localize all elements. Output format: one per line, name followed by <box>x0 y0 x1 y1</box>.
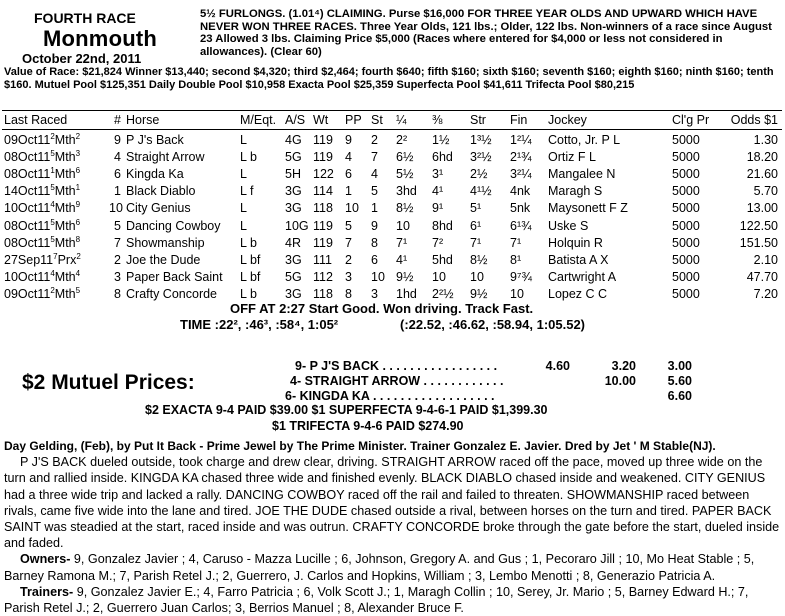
three-eighths-call: 5hd <box>432 252 453 267</box>
race-conditions: 5½ FURLONGS. (1.01⁴) CLAIMING. Purse $16,000 FOR THREE YEAR OLDS AND UPWARD WHICH HAVE NEVER WON THREE RACES. Three Year Olds, 121 lbs.; Older, 122 lbs. Non-winners of a race since August 23 Allowed 3 lbs. Claiming Price $5,000 (Races where entered for $4,000 or less not considered in allowances). (Clear 60) <box>200 8 772 58</box>
jockey: Holquin R <box>548 235 603 250</box>
med-equip: L f <box>240 184 254 199</box>
race-date: October 22nd, 2011 <box>22 51 142 66</box>
table-row <box>0 219 785 236</box>
program-number: 8 <box>114 286 121 301</box>
weight: 119 <box>313 218 333 233</box>
jockey: Batista A X <box>548 252 609 267</box>
post-position: 10 <box>345 201 359 216</box>
race-comments <box>4 438 782 616</box>
quarter-call: 7¹ <box>396 235 408 250</box>
owners-list: 9, Gonzalez Javier ; 4, Caruso - Mazza Lucille ; 6, Johnson, Gregory A. and Gus ; 1, Pecoraro Jill ; 10, Mo Heat Stable ; 5, Barney Ramona M.; 7, Parish Retel J.; 2, Guerrero, J. Carlos and Hopkins, William ; 3, Lembo Menotti ; 8, Generazio Patricia A. <box>4 552 755 583</box>
column-header-last-raced: Last Raced <box>4 113 68 127</box>
stretch-call: 4¹½ <box>470 184 492 199</box>
start: 2 <box>371 133 378 147</box>
program-number: 7 <box>114 235 121 250</box>
weight: 122 <box>313 167 334 182</box>
table-row <box>0 236 785 253</box>
column-header-three-eighths-call: ⅜ <box>432 113 443 127</box>
header-bottom-rule <box>2 129 782 130</box>
race-value-and-pools: Value of Race: $21,824 Winner $13,440; second $4,320; third $2,464; fourth $640; fifth $160; sixth $160; seventh $160; eighth $160; ninth $160; tenth $160. Mutuel Pool $125,351 Daily Double Pool $10,958 Exacta Pool $25,359 Superfecta Pool $41,611 Trifecta Pool $80,215 <box>4 66 774 91</box>
column-header-jockey: Jockey <box>548 113 587 127</box>
column-header-weight: Wt <box>313 113 329 127</box>
last-raced: $08Oct11^1Mth^6$ <box>4 166 81 182</box>
column-header-program-number: # <box>114 113 121 127</box>
mutuel-horse: 6- KINGDA KA . . . . . . . . . . . . . . . . . . <box>285 389 495 404</box>
column-header-claiming-price: Cl'g Pr <box>672 113 710 127</box>
three-eighths-call: 6hd <box>432 150 453 165</box>
stretch-call: 9½ <box>470 286 488 301</box>
finish: 2¹¾ <box>510 150 532 165</box>
header-top-rule <box>2 110 782 111</box>
three-eighths-call: 1½ <box>432 133 450 147</box>
three-eighths-call: 10 <box>432 269 446 284</box>
column-header-quarter-call: ¼ <box>396 113 407 127</box>
med-equip: L <box>240 218 247 233</box>
claiming-price: 5000 <box>672 184 700 199</box>
weight: 119 <box>313 235 333 250</box>
mutuel-place: 10.00 <box>604 374 636 389</box>
age-sex: 4R <box>285 235 301 250</box>
table-row <box>0 150 785 167</box>
mutuel-place: 3.20 <box>611 359 636 373</box>
med-equip: L bf <box>240 269 261 284</box>
post-position: 6 <box>345 167 352 182</box>
quarter-call: 5½ <box>396 167 414 182</box>
mutuel-horse: 4- STRAIGHT ARROW . . . . . . . . . . . . <box>290 374 504 389</box>
finish: 5nk <box>510 201 531 216</box>
program-number: 1 <box>114 184 121 199</box>
post-position: 4 <box>345 150 352 165</box>
start: 5 <box>371 184 378 199</box>
last-raced: $14Oct11^5Mth^1$ <box>4 183 81 199</box>
trainers-list: 9, Gonzalez Javier E.; 4, Farro Patricia ; 6, Volk Scott J.; 1, Maragh Collin ; 10, Serey, Jr. Mario ; 5, Barney Edward H.; 7, Parish Retel J.; 2, Guerrero Juan Carlos; 3, Berrios Manuel ; 8, Alexander Bruce F. <box>4 584 749 616</box>
column-header-post-position: PP <box>345 113 362 127</box>
quarter-call: 6½ <box>396 150 414 165</box>
horse-name: Showmanship <box>126 235 205 250</box>
exacta-superfecta-payoffs: $2 EXACTA 9-4 PAID $39.00 $1 SUPERFECTA 9-4-6-1 PAID $1,399.30 <box>145 403 548 417</box>
program-number: 4 <box>114 150 121 165</box>
quarter-call: 8½ <box>396 201 414 216</box>
breeding-line: Day Gelding, (Feb), by Put It Back - Prime Jewel by The Prime Minister. Trainer Gonzalez E. Javier. Dred by Jet ' M Stable(NJ). <box>4 439 716 453</box>
med-equip: L <box>240 201 247 216</box>
three-eighths-call: 7² <box>432 235 444 250</box>
quarter-call: 9½ <box>396 269 414 284</box>
age-sex: 10G <box>285 218 309 233</box>
column-header-stretch-call: Str <box>470 113 486 127</box>
med-equip: L <box>240 167 247 182</box>
mutuel-horse: 9- P J'S BACK . . . . . . . . . . . . . . . . . <box>295 359 498 373</box>
last-raced: $08Oct11^5Mth^6$ <box>4 217 81 233</box>
jockey: Maragh S <box>548 184 603 199</box>
age-sex: 3G <box>285 201 302 216</box>
weight: 112 <box>313 269 333 284</box>
med-equip: L b <box>240 150 257 165</box>
claiming-price: 5000 <box>672 218 700 233</box>
age-sex: 5G <box>285 150 302 165</box>
odds: 122.50 <box>739 218 778 233</box>
claiming-price: 5000 <box>672 252 700 267</box>
three-eighths-call: 8hd <box>432 218 453 233</box>
horse-name: Dancing Cowboy <box>126 218 221 233</box>
post-position: 8 <box>345 286 352 301</box>
horse-name: Kingda Ka <box>126 167 184 182</box>
column-header-odds: Odds $1 <box>730 113 778 127</box>
post-position: 5 <box>345 218 352 233</box>
claiming-price: 5000 <box>672 235 700 250</box>
last-raced: $09Oct11^2Mth^2$ <box>4 131 81 147</box>
off-at-line: OFF AT 2:27 Start Good. Won driving. Track Fast. <box>230 301 534 316</box>
stretch-call: 8½ <box>470 252 488 267</box>
age-sex: 3G <box>285 252 302 267</box>
post-position: 9 <box>345 133 352 147</box>
horse-name: Joe the Dude <box>126 252 201 267</box>
program-number: 10 <box>109 201 123 216</box>
claiming-price: 5000 <box>672 269 700 284</box>
decimal-times: (:22.52, :46.62, :58.94, 1:05.52) <box>400 317 586 332</box>
owners-paragraph <box>4 551 782 583</box>
odds: 7.20 <box>753 286 778 301</box>
med-equip: L <box>240 133 247 147</box>
finish: 7¹ <box>510 235 522 250</box>
weight: 119 <box>313 150 333 165</box>
start: 9 <box>371 218 378 233</box>
three-eighths-call: 3¹ <box>432 167 444 182</box>
race-number: FOURTH RACE <box>34 10 136 26</box>
stretch-call: 7¹ <box>470 235 482 250</box>
horse-name: Crafty Concorde <box>126 286 218 301</box>
table-row <box>0 201 785 218</box>
age-sex: 4G <box>285 133 302 147</box>
finish: 6¹¾ <box>510 218 532 233</box>
program-number: 3 <box>114 269 121 284</box>
claiming-price: 5000 <box>672 150 700 165</box>
age-sex: 3G <box>285 286 302 301</box>
chart-comment: P J'S BACK dueled outside, took charge and drew clear, driving. STRAIGHT ARROW raced off the pace, moved up three wide on the turn and rallied inside. KINGDA KA chased three wide and finished evenly. BLACK DIABLO chased inside and weakened. CITY GENIUS had a three wide trip and lacked a rally. DANCING COWBOY raced off the rail and failed to threaten. SHOWMANSHIP raced between rivals, came five wide into the lane and tired. JOE THE DUDE chased outside a rival, between horses on the turn and tired. PAPER BACK SAINT was steadied at the start, raced inside and was outrun. CRAFTY CONCORDE broke through the gate before the start, dueled inside and faded. <box>4 455 780 551</box>
post-position: 7 <box>345 235 352 250</box>
post-position: 3 <box>345 269 352 284</box>
start: 6 <box>371 252 378 267</box>
quarter-call: 1hd <box>396 286 417 301</box>
claiming-price: 5000 <box>672 167 700 182</box>
trainers-paragraph <box>4 584 782 616</box>
stretch-call: 1³½ <box>470 133 492 147</box>
weight: 114 <box>313 184 333 199</box>
quarter-call: 3hd <box>396 184 417 199</box>
jockey: Lopez C C <box>548 286 608 301</box>
three-eighths-call: 4¹ <box>432 184 444 199</box>
program-number: 9 <box>114 133 121 147</box>
mutuel-show: 6.60 <box>667 389 692 404</box>
horse-name: Straight Arrow <box>126 150 205 165</box>
finish: 10 <box>510 286 524 301</box>
column-header-start: St <box>371 113 383 127</box>
finish: 1²¼ <box>510 133 532 147</box>
med-equip: L bf <box>240 252 261 267</box>
program-number: 5 <box>114 218 121 233</box>
finish: 9⁷¾ <box>510 269 532 284</box>
trainers-label: Trainers- <box>20 584 74 599</box>
finish: 8¹ <box>510 252 522 267</box>
track-name: Monmouth <box>43 26 158 51</box>
claiming-price: 5000 <box>672 286 700 301</box>
start: 10 <box>371 269 385 284</box>
weight: 111 <box>313 252 333 267</box>
weight: 119 <box>313 133 333 147</box>
jockey: Uske S <box>548 218 589 233</box>
finish: 4nk <box>510 184 531 199</box>
odds: 5.70 <box>753 184 778 199</box>
weight: 118 <box>313 201 333 216</box>
program-number: 6 <box>114 167 121 182</box>
quarter-call: 2² <box>396 133 408 147</box>
stretch-call: 3²½ <box>470 150 492 165</box>
weight: 118 <box>313 286 333 301</box>
claiming-price: 5000 <box>672 201 700 216</box>
column-header-finish: Fin <box>510 113 528 127</box>
odds: 151.50 <box>739 235 778 250</box>
mutuel-show: 5.60 <box>667 374 692 389</box>
odds: 21.60 <box>746 167 778 182</box>
last-raced: $27Sep11^7Prx^2$ <box>4 251 81 267</box>
table-row <box>0 167 785 184</box>
finish: 3²¼ <box>510 167 532 182</box>
last-raced: $10Oct11^4Mth^4$ <box>4 268 81 284</box>
stretch-call: 2½ <box>470 167 488 182</box>
table-row <box>0 270 785 287</box>
last-raced: $10Oct11^4Mth^9$ <box>4 200 81 216</box>
quarter-call: 4¹ <box>396 252 408 267</box>
post-position: 1 <box>345 184 352 199</box>
program-number: 2 <box>114 252 121 267</box>
odds: 1.30 <box>753 133 778 147</box>
age-sex: 3G <box>285 184 302 199</box>
three-eighths-call: 2²½ <box>432 286 454 301</box>
odds: 2.10 <box>753 252 778 267</box>
table-row <box>0 133 785 150</box>
mutuel-prices-title: $2 Mutuel Prices: <box>22 371 195 394</box>
jockey: Cartwright A <box>548 269 617 284</box>
med-equip: L b <box>240 235 257 250</box>
age-sex: 5G <box>285 269 302 284</box>
stretch-call: 10 <box>470 269 484 284</box>
mutuel-show: 3.00 <box>667 359 692 373</box>
jockey: Maysonett F Z <box>548 201 628 216</box>
horse-name: Black Diablo <box>126 184 196 199</box>
last-raced: $09Oct11^2Mth^5$ <box>4 285 81 301</box>
fractional-times: TIME :22², :46³, :58⁴, 1:05² <box>180 317 339 332</box>
trifecta-payoff: $1 TRIFECTA 9-4-6 PAID $274.90 <box>272 419 464 433</box>
jockey: Mangalee N <box>548 167 616 182</box>
stretch-call: 6¹ <box>470 218 482 233</box>
table-row <box>0 253 785 270</box>
stretch-call: 5¹ <box>470 201 482 216</box>
odds: 47.70 <box>746 269 778 284</box>
horse-name: Paper Back Saint <box>126 269 223 284</box>
horse-name: P J's Back <box>126 133 184 147</box>
odds: 13.00 <box>746 201 778 216</box>
start: 3 <box>371 286 378 301</box>
horse-name: City Genius <box>126 201 191 216</box>
table-row <box>0 184 785 201</box>
quarter-call: 10 <box>396 218 410 233</box>
start: 1 <box>371 201 378 216</box>
start: 8 <box>371 235 378 250</box>
column-header-med-equip: M/Eqt. <box>240 113 277 127</box>
column-header-age-sex: A/S <box>285 113 306 127</box>
med-equip: L b <box>240 286 257 301</box>
mutuel-win: 4.60 <box>545 359 570 373</box>
jockey: Ortiz F L <box>548 150 596 165</box>
last-raced: $08Oct11^5Mth^3$ <box>4 148 81 165</box>
start: 4 <box>371 167 378 182</box>
jockey: Cotto, Jr. P L <box>548 133 621 147</box>
three-eighths-call: 9¹ <box>432 201 444 216</box>
last-raced: $08Oct11^5Mth^8$ <box>4 234 81 250</box>
claiming-price: 5000 <box>672 133 700 147</box>
age-sex: 5H <box>285 167 301 182</box>
post-position: 2 <box>345 252 352 267</box>
owners-label: Owners- <box>20 552 71 567</box>
odds: 18.20 <box>746 150 778 165</box>
column-header-horse-name: Horse <box>126 113 160 127</box>
start: 7 <box>371 150 378 165</box>
